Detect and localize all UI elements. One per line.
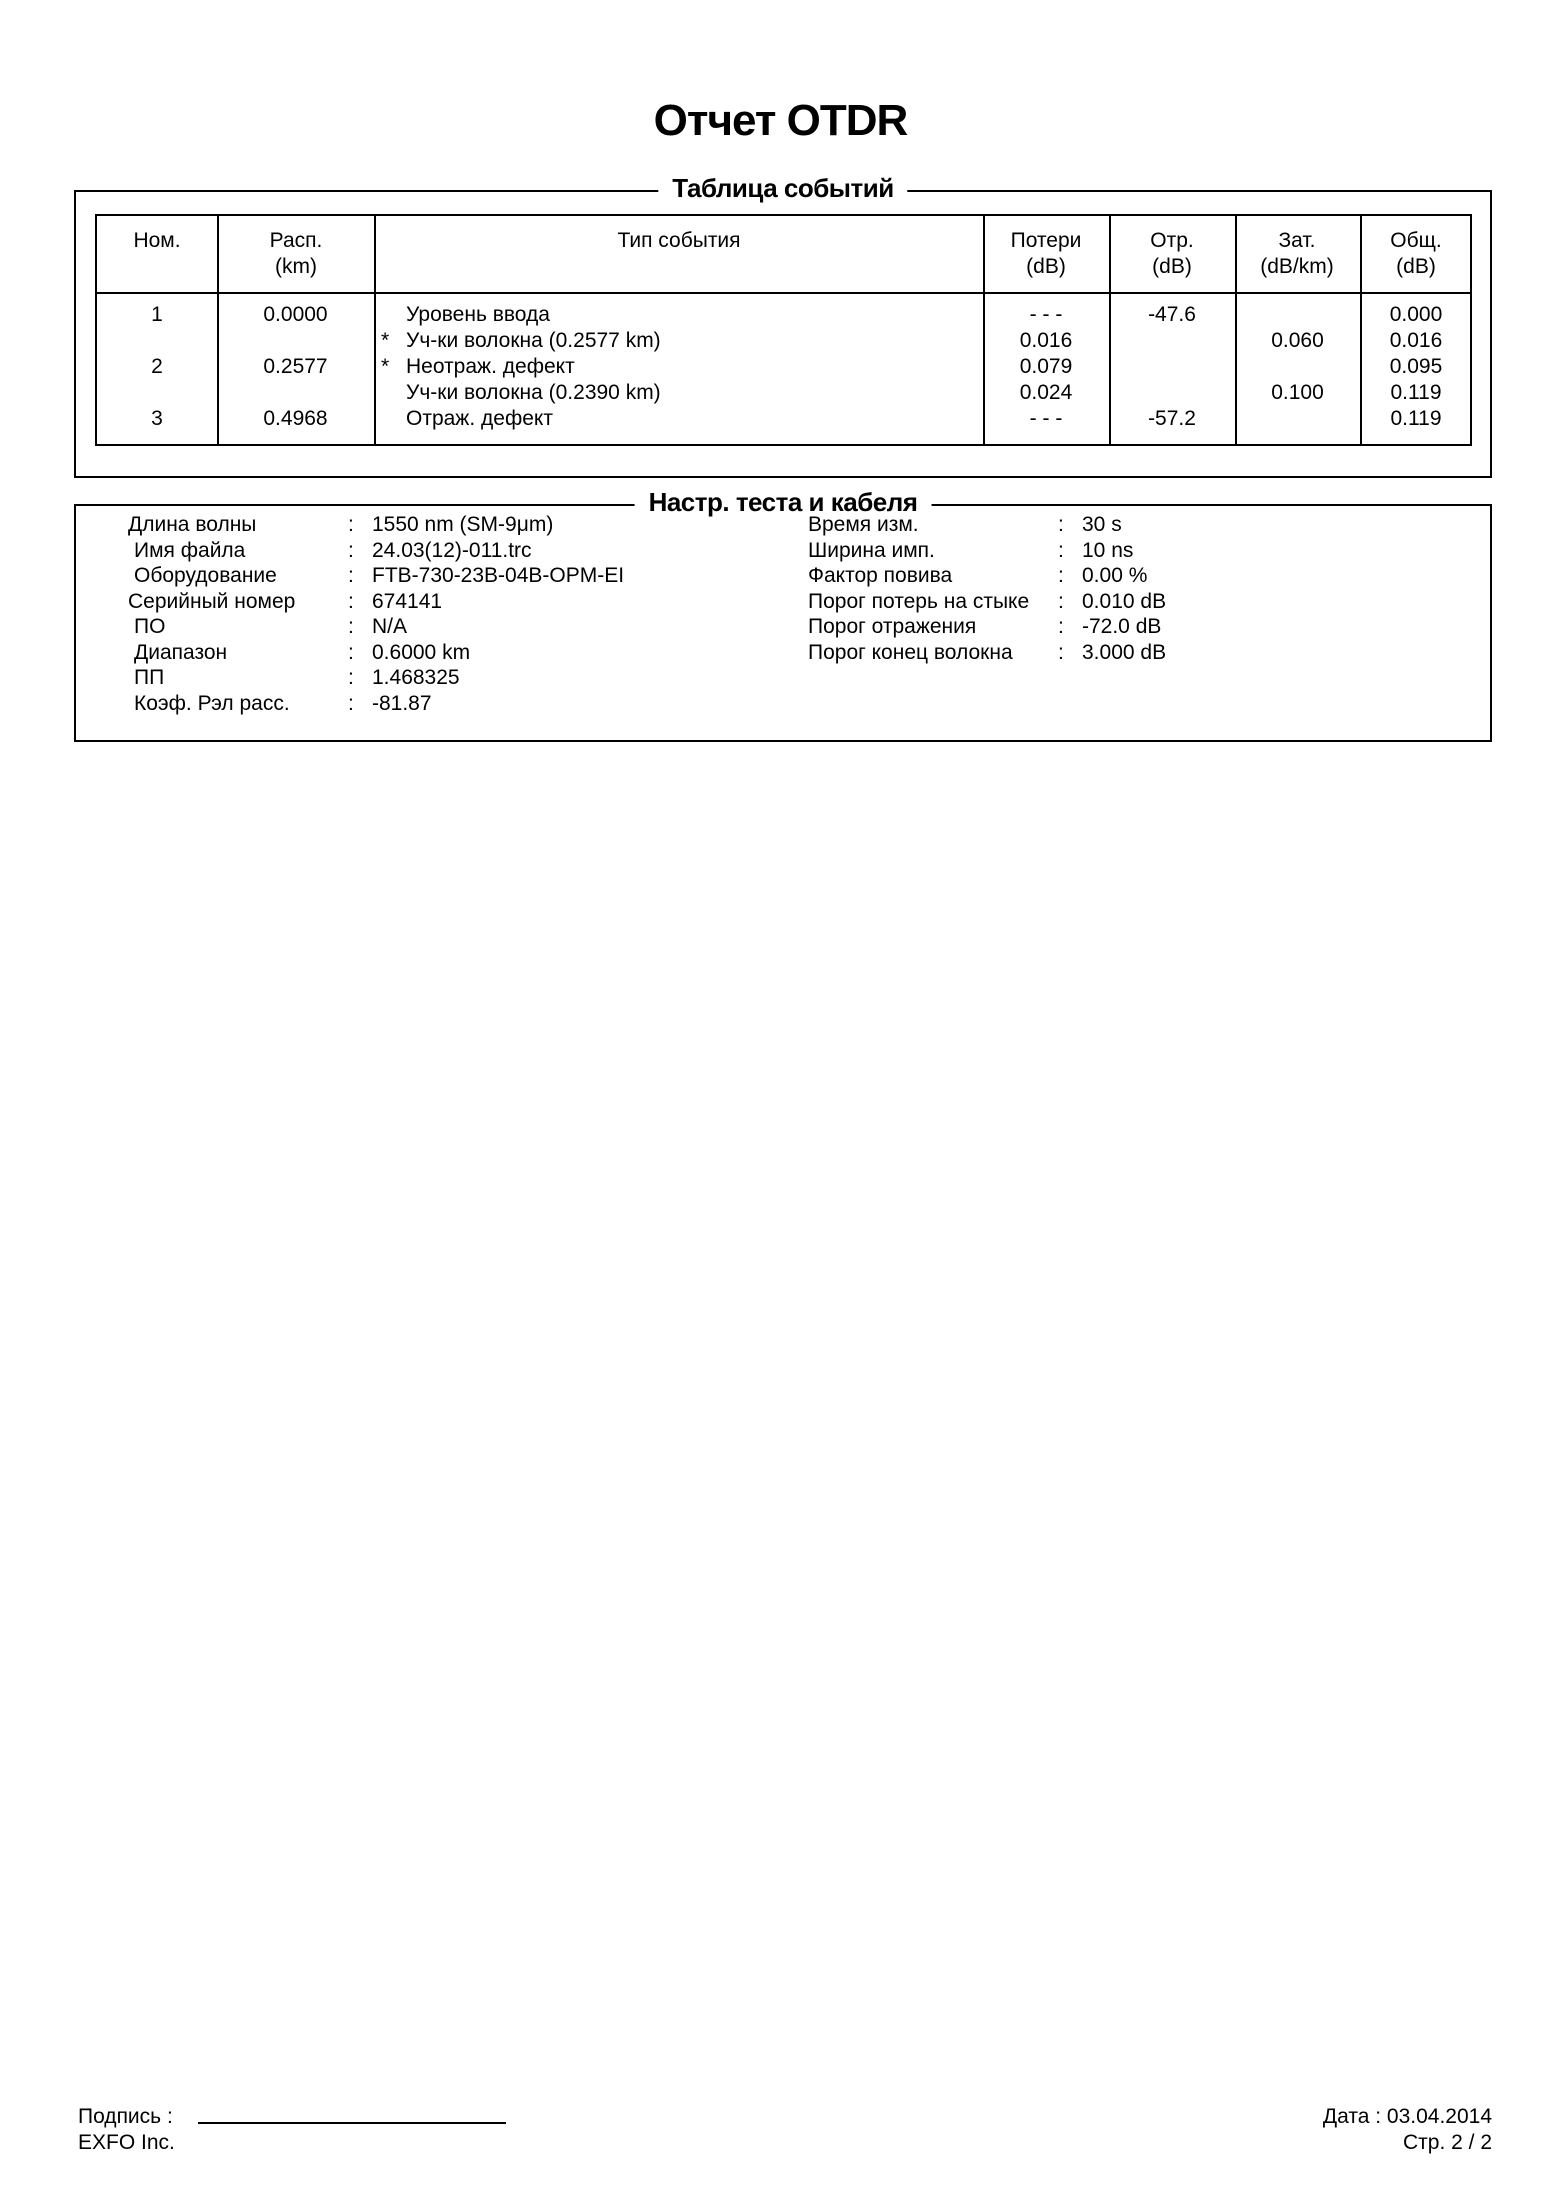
setup-value: 24.03(12)-011.trc [372, 538, 532, 562]
event-loss: 0.079 [1019, 355, 1073, 378]
setup-separator: : [348, 640, 354, 664]
event-distance: 0.2577 [263, 355, 328, 378]
column-header [1316, 228, 1516, 280]
setup-separator: : [1058, 615, 1064, 638]
column-header-line1: Отр. [1150, 229, 1194, 252]
event-marker: * [381, 329, 390, 352]
setup-label: ПП [134, 666, 165, 689]
report-date: Дата : 03.04.2014 [1322, 2105, 1492, 2128]
event-type: Отраж. дефект [406, 407, 553, 430]
setup-separator: : [348, 513, 354, 536]
setup-value: 10 ns [1082, 538, 1134, 562]
setup-separator: : [348, 538, 354, 562]
setup-label: Диапазон [134, 640, 228, 664]
event-attenuation: 0.060 [1271, 329, 1324, 352]
company-name: EXFO Inc. [78, 2131, 175, 2154]
event-number: 2 [151, 355, 163, 378]
event-total: 0.095 [1389, 355, 1443, 378]
setup-separator: : [348, 564, 354, 587]
setup-separator: : [1058, 513, 1064, 536]
events-section [74, 173, 1492, 478]
setup-separator: : [1058, 564, 1064, 587]
setup-value: 3.000 dB [1082, 640, 1167, 664]
setup-label: Ширина имп. [808, 538, 935, 562]
column-header-line2: (dB/km) [1260, 255, 1334, 278]
event-loss: 0.016 [1019, 329, 1073, 352]
report-title: Отчет OTDR [653, 96, 908, 145]
event-loss: 0.024 [1019, 381, 1073, 404]
setup-value: 674141 [372, 589, 443, 613]
event-type: Неотраж. дефект [406, 355, 575, 378]
setup-label: Порог потерь на стыке [808, 589, 1030, 613]
event-attenuation: 0.100 [1271, 381, 1324, 404]
setup-value: -81.87 [372, 691, 432, 715]
events-table [95, 214, 1472, 446]
event-number: 1 [151, 303, 163, 326]
setup-label: Оборудование [134, 564, 277, 587]
column-header [196, 228, 396, 280]
setup-label: Коэф. Рэл расс. [134, 691, 290, 715]
setup-separator: : [1058, 538, 1064, 562]
setup-separator: : [348, 615, 354, 638]
setup-label: Порог отражения [808, 615, 977, 638]
setup-separator: : [1058, 589, 1064, 613]
signature-label: Подпись : [78, 2105, 173, 2128]
event-loss: - - - [1029, 303, 1063, 326]
column-header-line1: Расп. [269, 229, 323, 252]
setup-label: Фактор повива [808, 564, 953, 587]
event-reflectance: -47.6 [1148, 303, 1196, 326]
column-header-line1: Общ. [1390, 229, 1442, 252]
event-type: Уч-ки волокна (0.2577 km) [406, 329, 661, 352]
event-number: 3 [151, 407, 163, 430]
setup-label: Серийный номер [128, 589, 296, 613]
column-header [579, 228, 779, 254]
setup-section [74, 487, 1492, 742]
signature-line [198, 2122, 506, 2124]
event-total: 0.000 [1389, 303, 1443, 326]
column-header-line1: Ном. [133, 229, 181, 252]
setup-value: 0.010 dB [1082, 589, 1167, 613]
setup-label: Время изм. [808, 513, 919, 536]
setup-label: Порог конец волокна [808, 640, 1013, 664]
event-distance: 0.4968 [263, 407, 328, 430]
column-header-line1: Потери [1010, 229, 1082, 252]
event-type: Уровень ввода [406, 303, 550, 326]
setup-separator: : [1058, 640, 1064, 664]
event-total: 0.119 [1390, 407, 1442, 430]
setup-value: 1550 nm (SM-9μm) [372, 513, 554, 536]
setup-separator: : [348, 589, 354, 613]
event-distance: 0.0000 [263, 303, 328, 326]
setup-section-title: Настр. теста и кабеля [635, 487, 932, 518]
event-total: 0.016 [1389, 329, 1443, 352]
column-header-line2: (dB) [1152, 255, 1192, 278]
events-section-title: Таблица событий [658, 173, 907, 204]
column-header-line2: (dB) [1396, 255, 1436, 278]
setup-value: 0.6000 km [372, 640, 471, 664]
event-marker: * [381, 355, 390, 378]
event-loss: - - - [1029, 407, 1063, 430]
setup-value: -72.0 dB [1082, 615, 1162, 638]
page-number: Стр. 2 / 2 [1403, 2131, 1492, 2154]
column-header-line2: (dB) [1026, 255, 1066, 278]
column-header-line2: (km) [275, 255, 317, 278]
setup-label: Имя файла [134, 538, 246, 562]
setup-separator: : [348, 691, 354, 715]
setup-value: 0.00 % [1082, 564, 1148, 587]
setup-value: 30 s [1082, 513, 1122, 536]
column-header-line1: Тип события [617, 229, 741, 252]
setup-value: FTB-730-23B-04B-OPM-EI [372, 564, 625, 587]
setup-value: N/A [372, 615, 408, 638]
column-header-line1: Зат. [1278, 229, 1316, 252]
setup-label: ПО [134, 615, 166, 638]
event-type: Уч-ки волокна (0.2390 km) [406, 381, 661, 404]
event-total: 0.119 [1390, 381, 1442, 404]
setup-label: Длина волны [128, 513, 257, 536]
setup-separator: : [348, 666, 354, 689]
event-reflectance: -57.2 [1148, 407, 1196, 430]
setup-value: 1.468325 [372, 666, 460, 689]
